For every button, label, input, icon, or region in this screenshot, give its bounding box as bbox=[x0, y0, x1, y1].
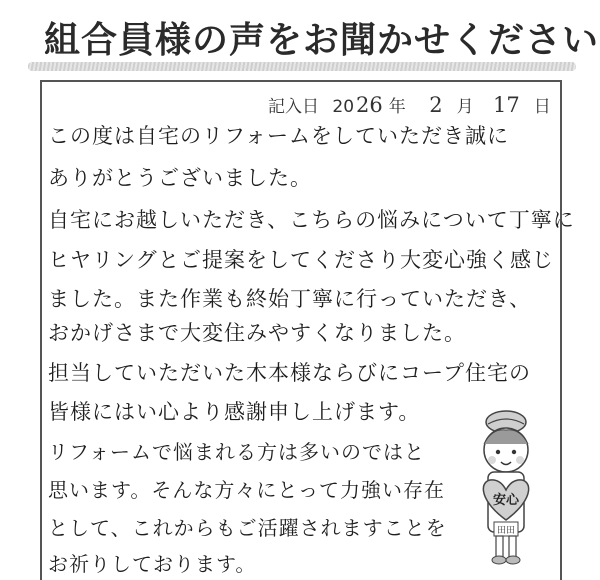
date-label: 記入日 bbox=[268, 97, 319, 117]
title-underline bbox=[28, 62, 576, 71]
letter-line: 担当していただいた木本様ならびにコープ住宅の bbox=[48, 361, 531, 385]
letter-line: ありがとうございました。 bbox=[48, 166, 312, 190]
letter-line: この度は自宅のリフォームをしていただき誠に bbox=[48, 124, 509, 148]
page-title: 組合員様の声をお聞かせください bbox=[44, 20, 600, 61]
letter-line: ヒヤリングとご提案をしてくださり大変心強く感じ bbox=[48, 248, 554, 272]
mascot-apron-text: 田田 bbox=[496, 526, 516, 536]
letter-line: 皆様にはい心より感謝申し上げます。 bbox=[48, 400, 421, 424]
mascot-heart-text: 安心 bbox=[492, 493, 520, 508]
mascot-illustration bbox=[462, 408, 550, 568]
letter-line: おかげさまで大変住みやすくなりました。 bbox=[48, 321, 466, 345]
date-month-unit: 月 bbox=[456, 97, 474, 117]
date-day: 17 bbox=[492, 93, 520, 117]
entry-date bbox=[268, 92, 551, 117]
date-day-unit: 日 bbox=[533, 97, 551, 117]
date-year-unit: 年 bbox=[388, 97, 406, 117]
letter-line: お祈りしております。 bbox=[48, 552, 257, 576]
date-year-prefix: 20 bbox=[332, 97, 355, 117]
letter-line: 自宅にお越しいただき、こちらの悩みについて丁寧に bbox=[48, 208, 575, 232]
letter-line: 思います。そんな方々にとって力強い存在 bbox=[48, 478, 445, 502]
letter-line: リフォームで悩まれる方は多いのではと bbox=[48, 440, 425, 464]
date-year-handwritten: 26 bbox=[356, 93, 383, 117]
date-month: 2 bbox=[429, 93, 443, 117]
letter-line: として、これからもご活躍されますことを bbox=[48, 516, 447, 540]
letter-line: ました。また作業も終始丁寧に行っていただき、 bbox=[48, 287, 532, 311]
